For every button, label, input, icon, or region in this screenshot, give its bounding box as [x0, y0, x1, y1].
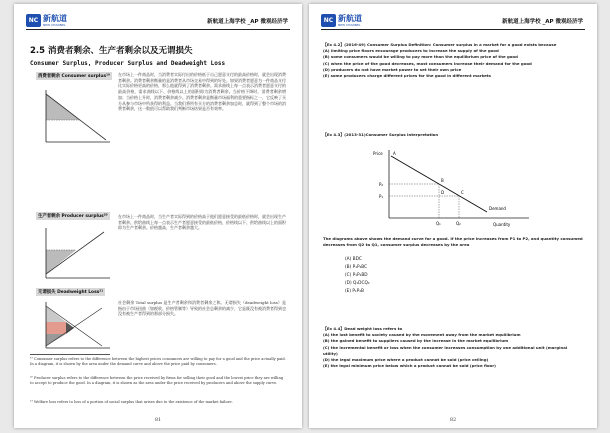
footnote-rule: [30, 354, 110, 355]
option-a: (A) limiting price floors encourage producers to increase the supply of the good: [323, 48, 499, 54]
header-title: 新航道上海学校 _AP 微观经济学: [207, 19, 288, 25]
demand-graph: [369, 146, 539, 232]
right-page: [309, 4, 597, 428]
option-c: (C) P₁P₂BD: [345, 273, 368, 278]
option-a: (A) BDC: [345, 257, 362, 262]
point-c-label: C: [461, 190, 464, 195]
option-c: (C) when the price of the good decreases, most consumers increase their demand for the good: [323, 60, 532, 66]
footnote-21: ²¹ Welfare loss refers to loss of a portion of social surplus that arises due to the existence of the market failure.: [30, 400, 233, 404]
tick-q2: Q₂: [456, 221, 461, 226]
logo-subtext: NEW CHANNEL: [43, 22, 66, 27]
tick-p1: P₁: [379, 194, 384, 199]
option-d: (D) the legal maximum price where a product cannot be sold (price ceiling): [323, 357, 489, 363]
producer-surplus-tag: 生产者剩余 Producer surplus²⁰: [38, 214, 108, 219]
tick-p2: P₂: [379, 182, 384, 187]
question-ex-4-4: [323, 326, 583, 369]
consumer-surplus-tag: 消费者剩余 Consumer surplus¹⁹: [38, 74, 110, 79]
logo-subtext: NEW CHANNEL: [338, 22, 361, 27]
header-title: 新航道上海学校 _AP 微观经济学: [502, 19, 583, 25]
option-d: (D) producers do not have market power to set their own price: [323, 66, 462, 72]
footnote-19: ¹⁹ Consumer surplus refers to the difference between the highest prices consumers are willing to pay for a good and the price actually paid. In a diagram, it is shown by the area under the demand curve and above the price paid by consumers.: [30, 357, 286, 366]
consumer-surplus-text: 在市场上一件商品时，当消费者实际付出的价格低于自己愿意支付的最高价格时，就会出现消费者剩余。消费者剩余衡量的是消费者从市场交易中得到的好处。如果消费者愿意为一件商品支付比实际价格更高的价格，那么他就得到了消费者剩余。需求曲线上每一点表示消费者愿意支付的最高价格，需求曲线以下、价格线以上的面积即为消费者剩余。当价格下降时，消费者剩余增加；当价格上升时，消费者剩余减少。消费者剩余是衡量市场福利的重要指标之一，它反映了买方从参与市场中所获得的利益。当我们将所有买方的消费者剩余加总时，就得到了整个市场的消费者剩余，这一数值可以帮助我们判断市场结果是否有效率。: [118, 72, 286, 112]
footnote-20: ²⁰ Producer surplus refers to the difference between the price received by firms for selling their good and the lowest price they are willing to accept to produce the good. In a diagram, it is shown as the area under the price received by producers and above the supply curve.: [30, 376, 284, 385]
logo-mark: NC: [321, 14, 336, 27]
section-subtitle: Consumer Surplus, Producer Surplus and Deadweight Loss: [30, 60, 226, 67]
deadweight-loss-tag: 无谓损失 Deadweight Loss²¹: [38, 290, 104, 295]
producer-surplus-text: 在市场上一件商品时，当生产者实际得到的价格高于他们愿意接受的最低价格时，就会出现生产者剩余。供给曲线上每一点表示生产者愿意接受的最低价格，价格线以下、供给曲线以上的面积即为生产者剩余。价格越高，生产者剩余越大。: [118, 214, 286, 231]
page-header: [26, 12, 290, 30]
option-e: (E) some producers charge different prices for the good in different markets: [323, 73, 491, 79]
page-number: 82: [449, 417, 457, 423]
option-b: (B) some consumers would be willing to pay more than the equilibrium price of the good: [323, 54, 518, 60]
left-page: [14, 4, 302, 428]
question-ex-4-3-title: 【Ex 4.3】(2013-31)Consumer Surplus Interpretation: [323, 132, 439, 137]
point-b-label: B: [441, 178, 444, 183]
tax-revenue-area: [46, 322, 66, 334]
logo-mark: NC: [26, 14, 41, 27]
option-a: (A) the lost benefit to society caused by the movement away from the market equilibrium: [323, 332, 521, 338]
question-stem: 【Ex 4.4】Dead weight loss refers to: [323, 326, 403, 331]
option-e: (E) the legal minimum price below which a product cannot be sold (price floor): [323, 363, 496, 369]
option-c: (C) the incremental benefit or loss when the consumer increases consumption by one additional unit (marginal utility): [323, 344, 568, 356]
page-header: [321, 12, 585, 30]
deadweight-loss-text: 社会剩余 Total surplus 是生产者剩余和消费者剩余之和。无谓损失（deadweight loss）是指由于市场扭曲（如税收、价格管制等）导致的社会总剩余的减少，它是既没有被消费者得到也没有被生产者得到的那部分损失。: [118, 300, 286, 317]
tick-q1: Q₁: [436, 221, 441, 226]
option-b: (B) the gained benefit to suppliers caused by the increase in the market equilibrium: [323, 338, 509, 344]
point-a-label: A: [393, 151, 396, 156]
option-d: (D) Q₁DCQ₂: [345, 281, 370, 286]
logo-text: 新航道: [43, 13, 67, 23]
consumer-surplus-graph: [36, 86, 114, 148]
point-d-label: D: [441, 190, 445, 195]
option-b: (B) P₁P₂BC: [345, 265, 368, 270]
y-axis-label: Price: [373, 151, 383, 156]
producer-surplus-graph: [36, 224, 114, 282]
page-number: 81: [154, 417, 162, 423]
section-title: 2.5 消费者剩余、生产者剩余以及无谓损失: [30, 46, 193, 56]
question-ex-4-2: [323, 42, 583, 79]
logo: [321, 13, 362, 28]
demand-label: Demand: [489, 206, 506, 211]
question-stem: 【Ex 4.2】(2016-49) Consumer Surplus Definition: Consumer surplus in a market for a good exists because: [323, 42, 557, 47]
logo-text: 新航道: [338, 13, 362, 23]
logo: [26, 13, 67, 28]
option-e: (E) P₁P₂B: [345, 289, 365, 294]
deadweight-loss-graph: [36, 300, 114, 352]
question-ex-4-3-stem: The diagrams above shows the demand curve for a good. If the price increases from P1 to P2, and quantity consumed decreases from Q2 to Q1, consumer surplus decreases by the area: [323, 236, 583, 248]
x-axis-label: Quantity: [493, 222, 511, 227]
